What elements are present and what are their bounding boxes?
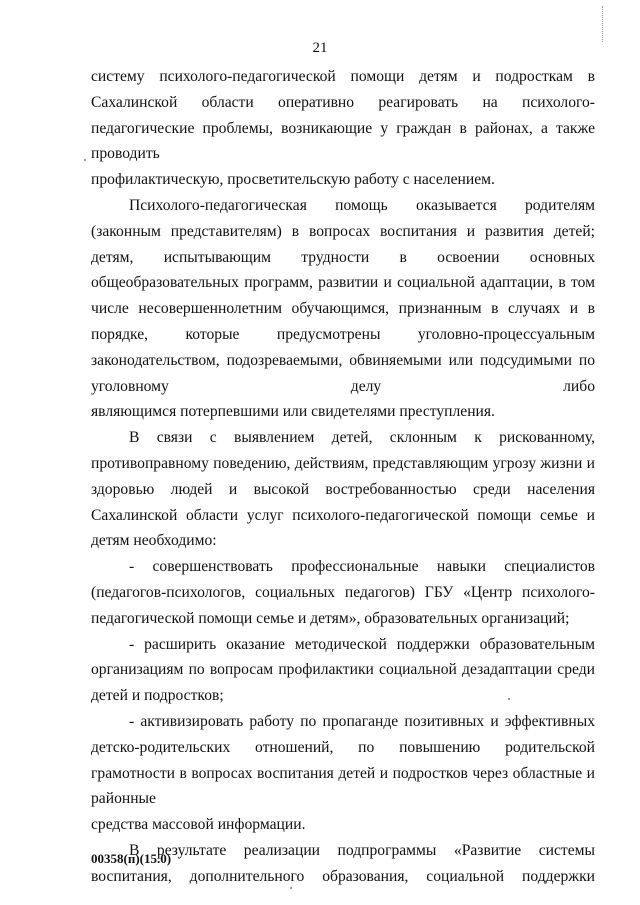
paragraph-last-line [91,167,595,193]
text-line: представителям) в вопросах воспитания и развития детей; детям, [91,222,596,266]
text-line: детско-родительских отношений, по повышению родительской грамотности [91,738,595,782]
text-line: воспитания, дополнительного образования, социальной поддержки [91,867,595,885]
text-line: Сахалинской области оперативно реагировать на психолого-педагогические [91,93,595,137]
text-line: детей и подростков; [91,687,224,705]
scan-edge-mark [602,6,605,42]
paragraph [91,425,595,528]
text-line: Психолого-педагогическая помощь оказывается родителям (законным [91,196,595,240]
text-line: профилактическую, просветительскую работу с населением. [91,171,495,189]
text-line: которые предусмотрены уголовно-процессуальным законодательством, [91,325,595,369]
text-line: организациям по вопросам профилактики социальной дезадаптации среди [91,661,595,679]
document-body [91,64,595,890]
list-item [91,554,595,606]
list-item-last-line [91,683,595,709]
text-line: испытывающим трудности в освоении основных общеобразовательных [91,248,595,292]
text-line: - расширить оказание методической поддержки образовательным [129,635,595,653]
text-line: В результате реализации подпрограммы «Развитие системы [129,841,595,859]
text-line: здоровью людей и высокой востребованностью среди населения [91,480,595,498]
document-footer-code: 00358(п)(15.0) [91,851,172,866]
paragraph [91,193,595,399]
paragraph [91,64,595,167]
text-line: В связи с выявлением детей, склонным к рискованному, [129,429,595,447]
paragraph-last-line [91,399,595,425]
text-line: являющимся потерпевшими или свидетелями преступления. [91,403,495,421]
text-line: в вопросах воспитания детей и подростков через областные и районные [91,764,595,808]
paragraph-last-line [91,528,595,554]
text-line: систему психолого-педагогической помощи детям и подросткам в [91,68,595,85]
text-line: Сахалинской области услуг психолого-педагогической помощи семье и [91,506,595,524]
text-line: (педагогов-психологов, социальных педагогов) ГБУ «Центр психолого- [91,583,595,601]
text-line: противоправному поведению, действиям, представляющим угрозу жизни и [91,454,595,472]
scan-speck [84,159,86,161]
list-item-last-line [91,606,595,632]
page-number: 21 [312,40,328,56]
text-line: проблемы, возникающие у граждан в районах, а также проводить [91,119,595,163]
list-item [91,632,595,684]
text-line: - совершенствовать профессиональные навыки специалистов [129,558,595,576]
text-line: подозреваемыми, обвиняемыми или подсудимыми по уголовному делу либо [91,351,595,395]
list-item-last-line [91,812,595,838]
text-line: - активизировать работу по пропаганде позитивных и эффективных [129,712,595,730]
text-line: педагогической помощи семье и детям», образовательных организаций; [91,609,570,627]
text-line: несовершеннолетним обучающимся, признанным в случаях и в порядке, [91,300,595,343]
text-line: средства массовой информации. [91,816,306,834]
text-line: детям необходимо: [91,532,217,550]
list-item [91,709,595,812]
text-line: программ, развитии и социальной адаптации, в том числе [91,274,595,318]
